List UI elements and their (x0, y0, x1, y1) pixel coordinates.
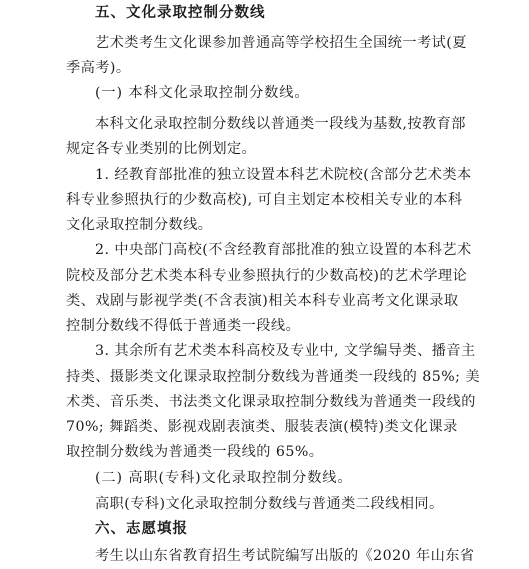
subsection-2-paragraph: 高职(专科)文化录取控制分数线与普通类二段线相同。 (95, 496, 444, 512)
item-1-line-2: 科专业参照执行的少数高校), 可自主划定本校相关专业的本科 (66, 192, 463, 208)
item-2-line-4: 控制分数线不得低于普通类一段线。 (66, 318, 301, 334)
item-3-line-3: 术类、音乐类、书法类文化课录取控制分数线为普通类一段线的 (66, 394, 476, 410)
item-3-line-4: 70%; 舞蹈类、影视戏剧表演类、服装表演(模特)类文化课录 (66, 419, 458, 435)
item-2-line-2: 院校及部分艺术类本科专业参照执行的少数高校)的艺术学理论 (66, 268, 468, 284)
section-5-heading: 五、文化录取控制分数线 (95, 5, 266, 21)
subsection-1-heading: (一) 本科文化录取控制分数线。 (95, 85, 310, 101)
item-2-line-3: 类、戏剧与影视学类(不含表演)相关本科专业高考文化课录取 (66, 293, 459, 309)
subsection-1-paragraph-line-2: 规定各专业类别的比例划定。 (66, 141, 257, 157)
subsection-1-paragraph-line-1: 本科文化录取控制分数线以普通类一段线为基数,按教育部 (95, 116, 466, 132)
item-3-line-2: 持类、摄影类文化课录取控制分数线为普通类一段线的 85%; 美 (66, 369, 480, 385)
item-1-line-1: 1. 经教育部批准的独立设置本科艺术院校(含部分艺术类本 (95, 167, 472, 183)
section-5-intro-line-1: 艺术类考生文化课参加普通高等学校招生全国统一考试(夏 (95, 35, 467, 51)
item-1-line-3: 文化录取控制分数线。 (66, 217, 213, 233)
item-3-line-5: 取控制分数线为普通类一段线的 65%。 (66, 444, 324, 460)
item-2-line-1: 2. 中央部门高校(不含经教育部批准的独立设置的本科艺术 (95, 242, 472, 258)
section-6-paragraph-line-1: 考生以山东省教育招生考试院编写出版的《2020 年山东省 (95, 548, 475, 564)
section-5-intro-line-2: 季高考)。 (66, 60, 131, 76)
subsection-2-heading: (二) 高职(专科)文化录取控制分数线。 (95, 470, 353, 486)
item-3-line-1: 3. 其余所有艺术类本科高校及专业中, 文学编导类、播音主 (95, 343, 476, 359)
section-6-heading: 六、志愿填报 (95, 521, 188, 537)
